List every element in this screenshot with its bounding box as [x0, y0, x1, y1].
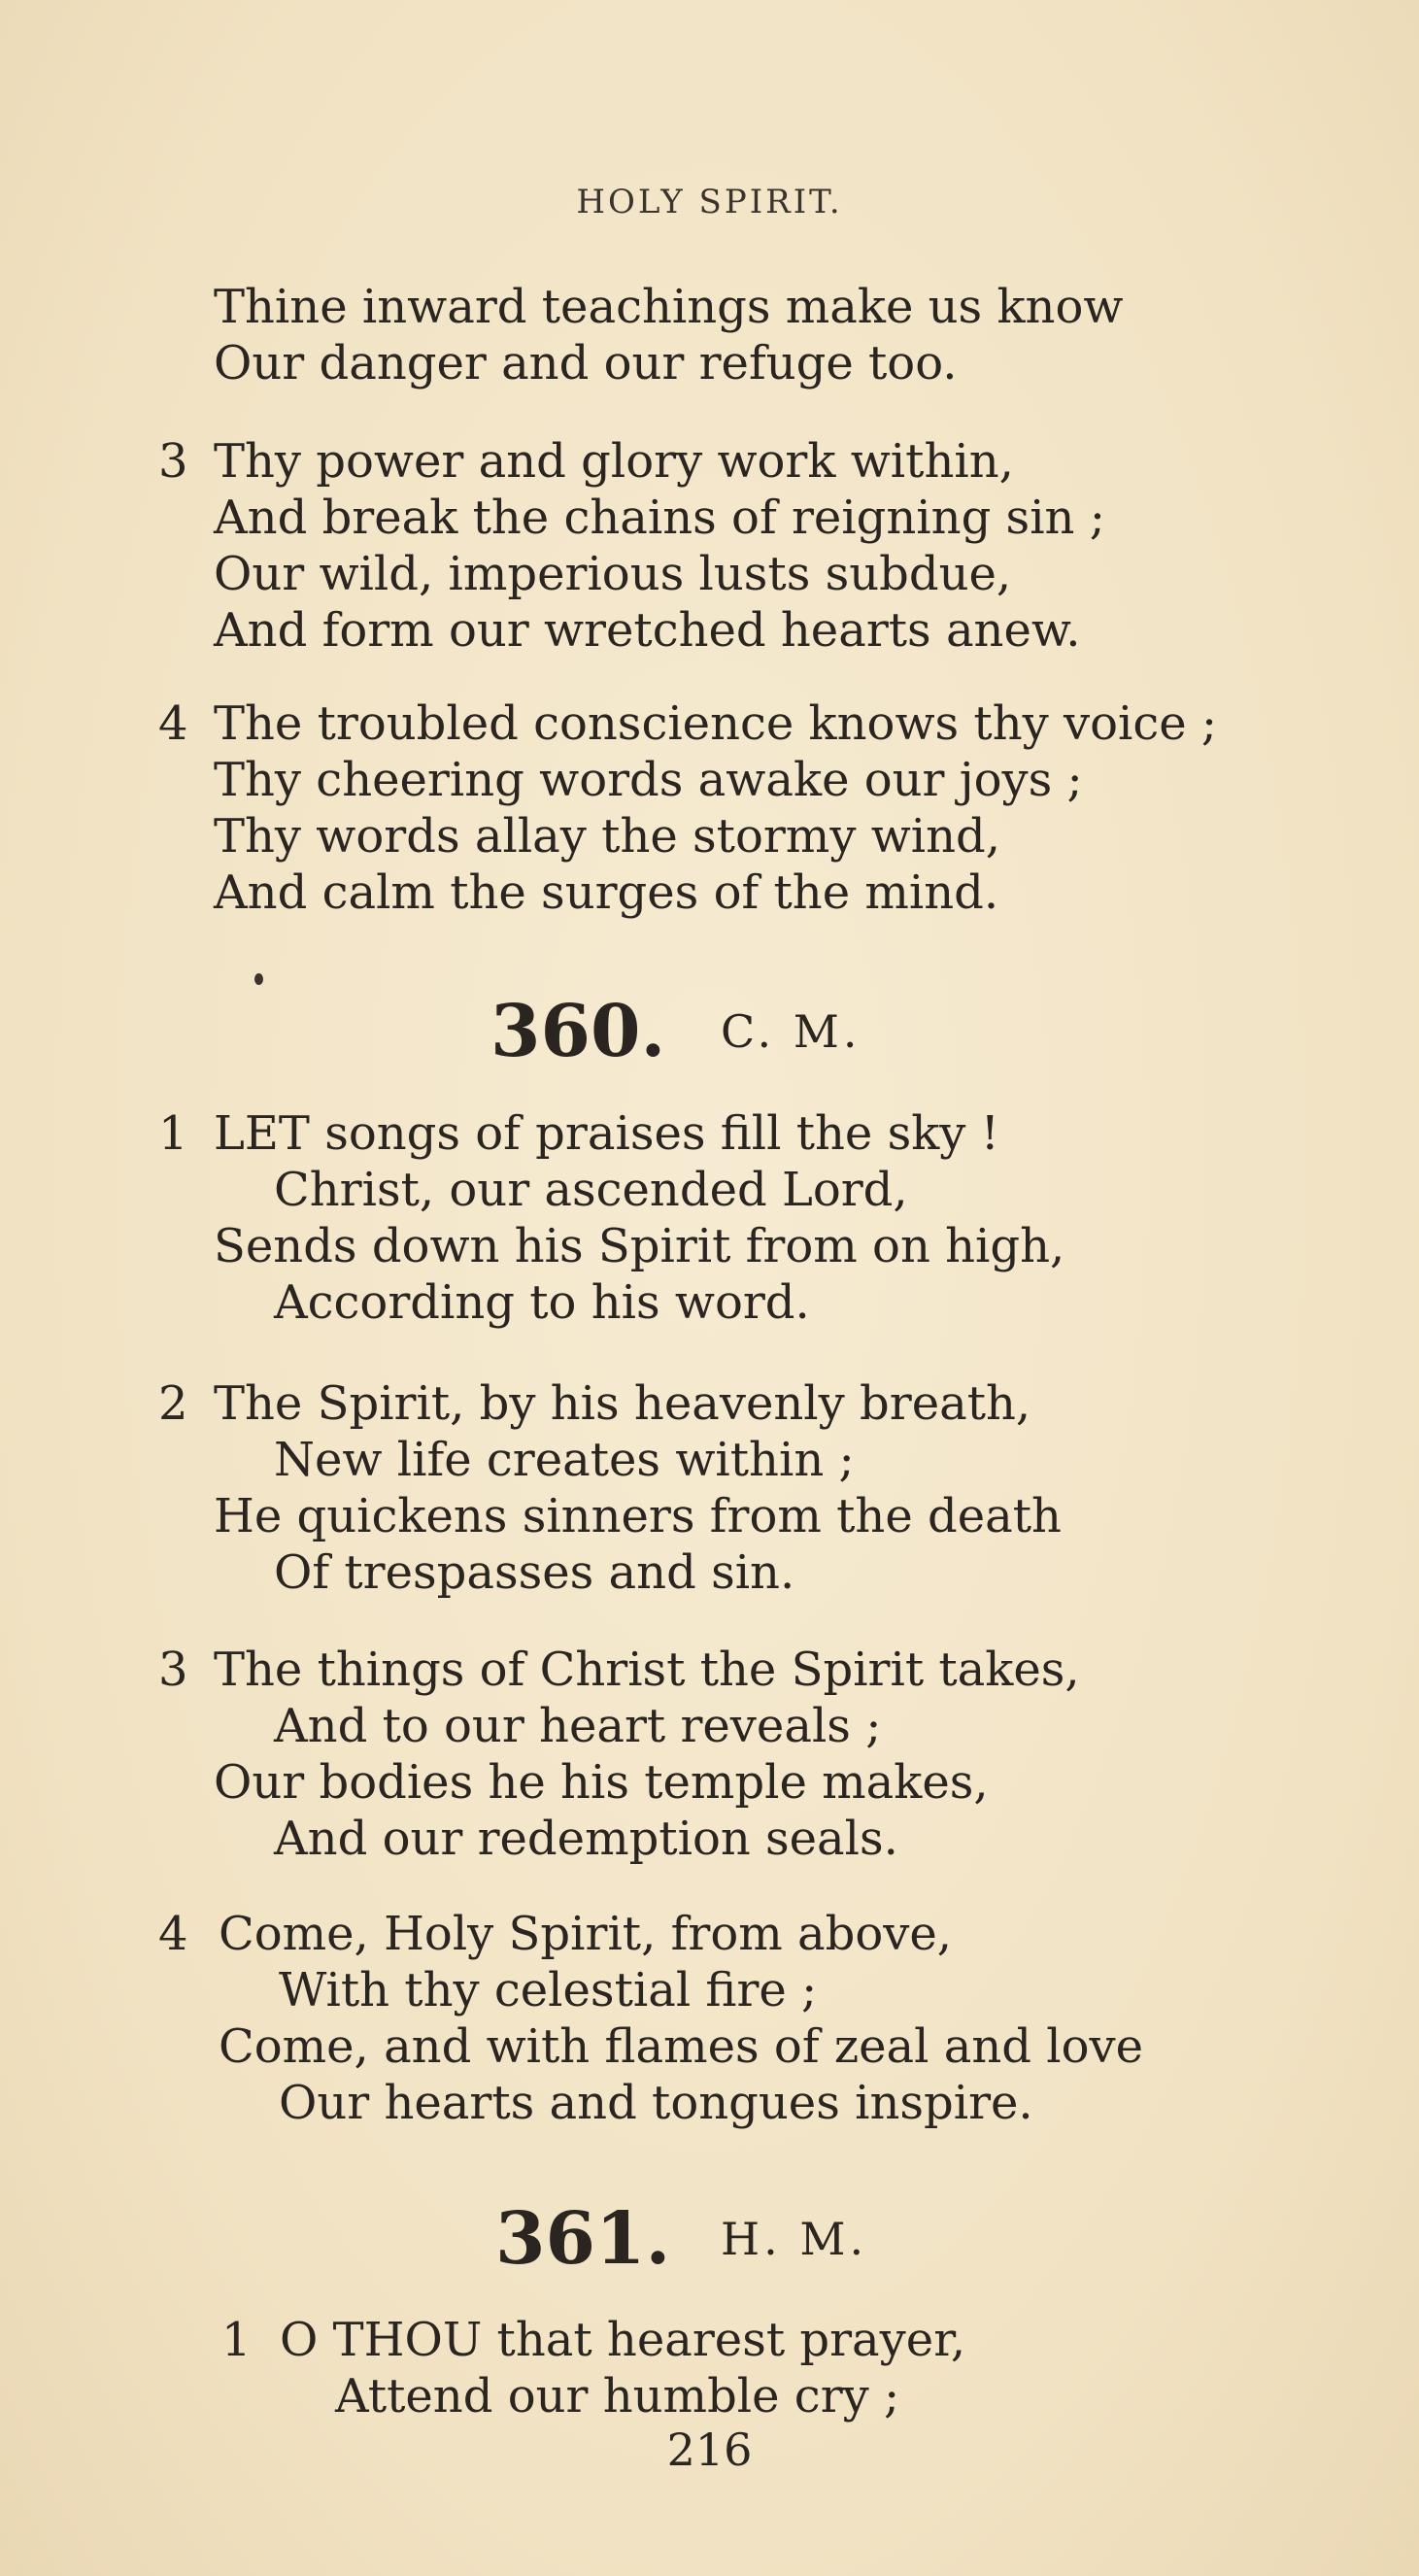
page-number: 216 [666, 2423, 753, 2476]
verse-line: He quickens sinners from the death [214, 1489, 1062, 1543]
verse-number: 1 [158, 1106, 188, 1161]
verse-line: Thy words allay the stormy wind, [214, 809, 1001, 864]
verse-line: Our danger and our refuge too. [214, 336, 958, 390]
verse-line: Come, Holy Spirit, from above, [219, 1907, 953, 1961]
hymn-number: 361. [495, 2197, 671, 2281]
verse-line: Sends down his Spirit from on high, [214, 1219, 1065, 1273]
ink-speck [254, 973, 263, 985]
verse-number: 2 [158, 1376, 188, 1431]
verse-line: The things of Christ the Spirit takes, [214, 1643, 1080, 1697]
verse-line: Come, and with flames of zeal and love [219, 2019, 1144, 2074]
verse-number: 4 [158, 696, 188, 751]
verse-line: And calm the surges of the mind. [214, 865, 999, 920]
verse-line: The troubled conscience knows thy voice ; [214, 696, 1218, 751]
verse-line: And to our heart reveals ; [274, 1699, 882, 1753]
verse-line: LET songs of praises fill the sky ! [214, 1106, 999, 1161]
verse-number: 1 [221, 2313, 252, 2367]
hymn-meter: C. M. [721, 1005, 862, 1058]
verse-line: And form our wretched hearts anew. [214, 603, 1081, 658]
verse-line: According to his word. [274, 1275, 810, 1330]
verse-line: Attend our humble cry ; [335, 2369, 900, 2423]
running-header: HOLY SPIRIT. [576, 183, 843, 221]
verse-line: With thy celestial fire ; [279, 1963, 818, 2017]
verse-line: Thy power and glory work within, [214, 434, 1014, 489]
verse-line: Thy cheering words awake our joys ; [214, 753, 1083, 807]
verse-line: Our hearts and tongues inspire. [279, 2076, 1033, 2130]
hymn-meter: H. M. [721, 2213, 868, 2265]
verse-line: The Spirit, by his heavenly breath, [214, 1376, 1031, 1431]
verse-line: And our redemption seals. [274, 1812, 898, 1866]
hymn-number: 360. [490, 990, 666, 1073]
verse-line: Thine inward teachings make us know [214, 280, 1124, 334]
verse-line: Of trespasses and sin. [274, 1545, 795, 1600]
verse-number: 4 [158, 1907, 188, 1961]
verse-line: Our wild, imperious lusts subdue, [214, 547, 1012, 601]
verse-line: Christ, our ascended Lord, [274, 1163, 908, 1217]
verse-number: 3 [158, 1643, 188, 1697]
verse-number: 3 [158, 434, 188, 489]
verse-line: Our bodies he his temple makes, [214, 1755, 989, 1810]
verse-line: And break the chains of reigning sin ; [214, 491, 1105, 545]
verse-line: O THOU that hearest prayer, [280, 2313, 966, 2367]
verse-line: New life creates within ; [274, 1433, 855, 1487]
